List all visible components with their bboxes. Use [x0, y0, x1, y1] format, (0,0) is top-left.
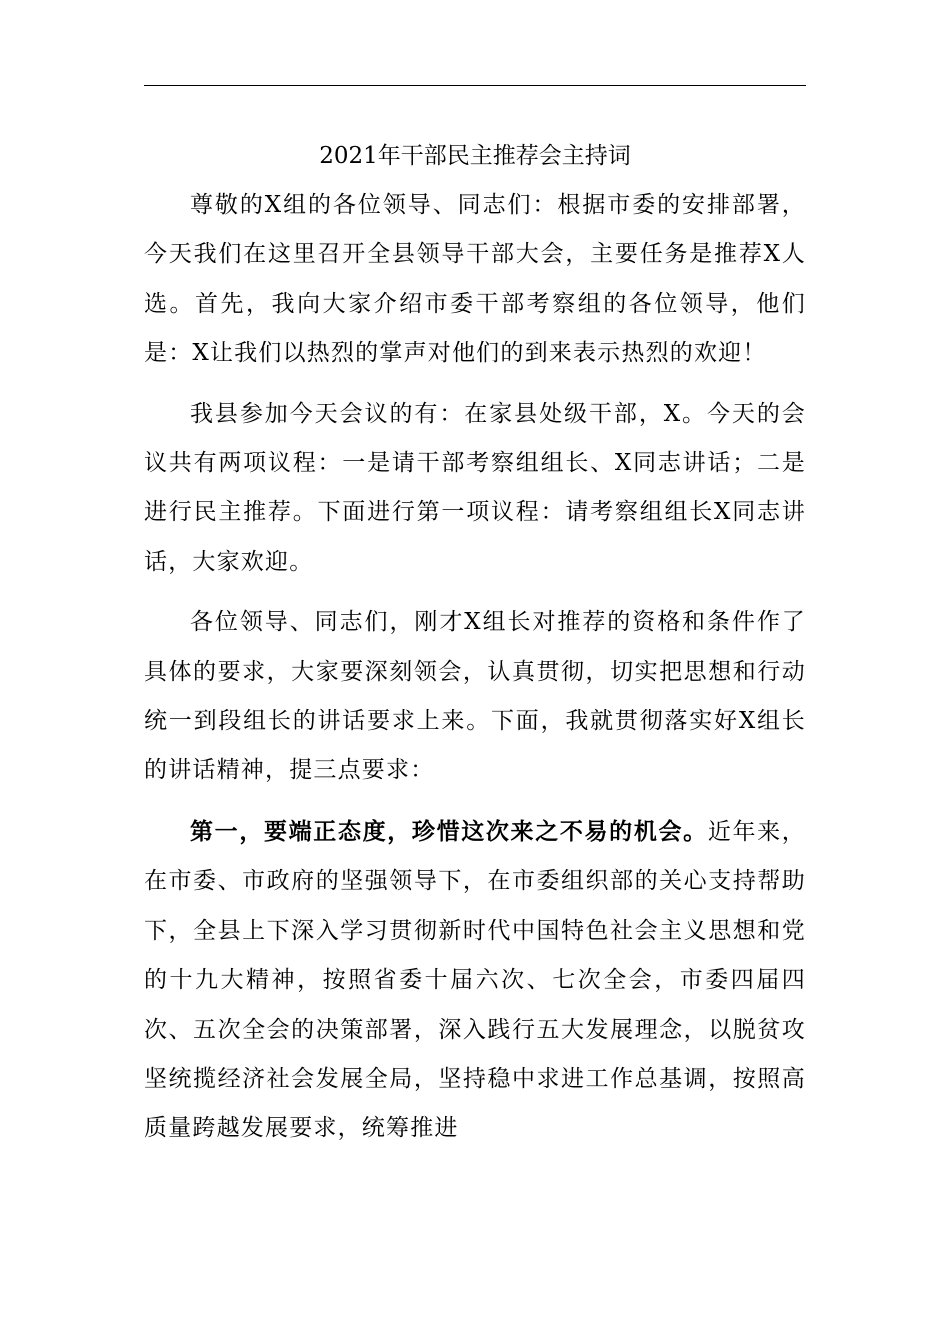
- header-rule: [144, 85, 806, 86]
- paragraph-first-requirement: [144, 807, 806, 1154]
- paragraph-agenda: [144, 390, 806, 588]
- paragraph-greeting: [144, 181, 806, 379]
- paragraph-text: 近年来，在市委、市政府的坚强领导下，在市委组织部的关心支持帮助下，全县上下深入学习贯彻新时代中国特色社会主义思想和党的十九大精神，按照省委十届六次、七次全会，市委四届四次、五次全会的决策部署，深入践行五大发展理念，以脱贫攻坚统揽经济社会发展全局，坚持稳中求进工作总基调，按照高质量跨越发展要求，统筹推进: [144, 818, 806, 1142]
- document-title: 2021年干部民主推荐会主持词: [319, 143, 631, 169]
- document-body: [144, 181, 806, 1165]
- paragraph-lead-heading: 第一，要端正态度，珍惜这次来之不易的机会。: [190, 817, 708, 845]
- paragraph-text: 尊敬的X组的各位领导、同志们：根据市委的安排部署，今天我们在这里召开全县领导干部大会，主要任务是推荐X人选。首先，我向大家介绍市委干部考察组的各位领导，他们是：X让我们以热烈的掌声对他们的到来表示热烈的欢迎！: [144, 192, 806, 367]
- paragraph-text: 各位领导、同志们，刚才X组长对推荐的资格和条件作了具体的要求，大家要深刻领会，认真贯彻，切实把思想和行动统一到段组长的讲话要求上来。下面，我就贯彻落实好X组长的讲话精神，提三点要求：: [144, 609, 806, 784]
- paragraph-text: 我县参加今天会议的有：在家县处级干部，X。今天的会议共有两项议程：一是请干部考察组组长、X同志讲话；二是进行民主推荐。下面进行第一项议程：请考察组组长X同志讲话，大家欢迎。: [144, 400, 806, 575]
- paragraph-requirements-intro: [144, 598, 806, 796]
